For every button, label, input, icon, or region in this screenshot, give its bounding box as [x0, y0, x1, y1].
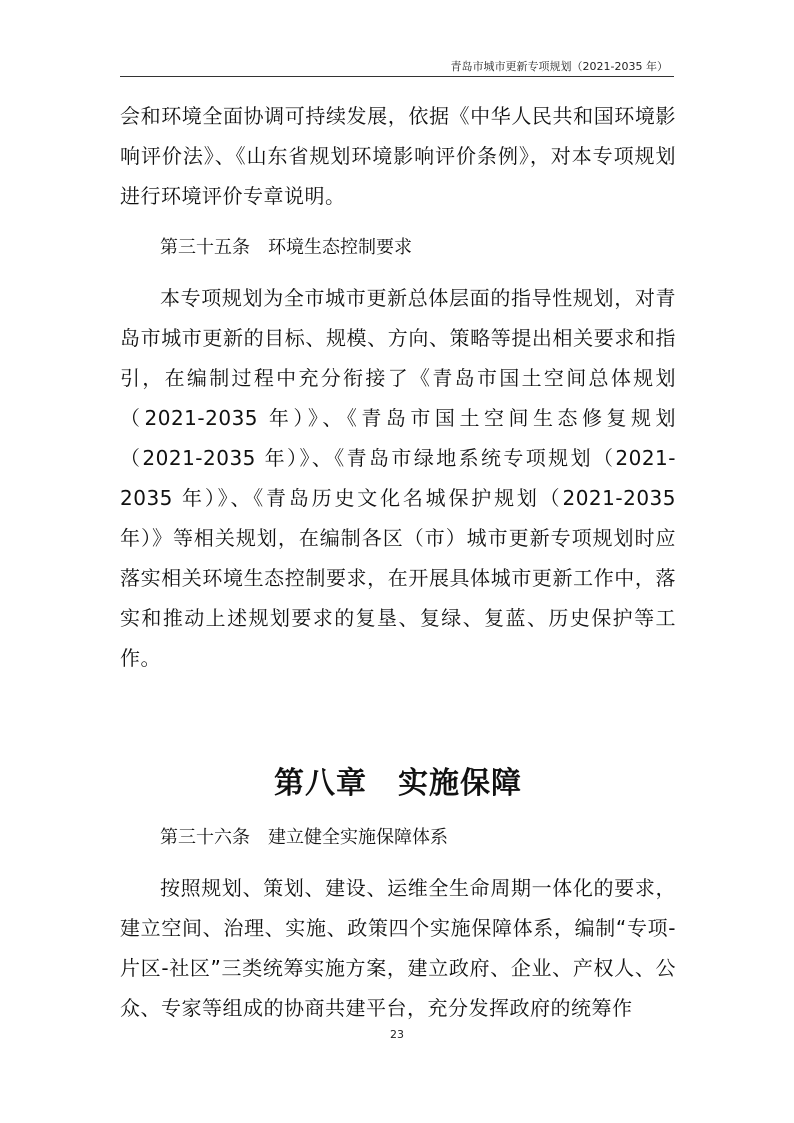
article-36-paragraph: 按照规划、策划、建设、运维全生命周期一体化的要求，建立空间、治理、实施、政策四个实施保障体系，编制“专项-片区-社区”三类统筹实施方案，建立政府、企业、产权人、公众、专家等组成的协商共建平台，充分发挥政府的统筹作: [120, 876, 676, 1020]
page-body: [120, 96, 676, 1028]
article-35-paragraph: 本专项规划为全市城市更新总体层面的指导性规划，对青岛市城市更新的目标、规模、方向、策略等提出相关要求和指引，在编制过程中充分衔接了《青岛市国土空间总体规划（2021-2035 年）》、《青岛市国土空间生态修复规划（2021-2035 年）》、《青岛市绿地系统专项规划（2021-2035 年）》、《青岛历史文化名城保护规划（2021-2035 年）》等相关规划，在编制各区（市）城市更新专项规划时应落实相关环境生态控制要求，在开展具体城市更新工作中，落实和推动上述规划要求的复垦、复绿、复蓝、历史保护等工作。: [120, 286, 676, 670]
header-title: 青岛市城市更新专项规划（2021-2035 年）: [450, 60, 668, 73]
article-36-heading: 第三十六条 建立健全实施保障体系: [160, 827, 448, 848]
chapter-title: 第八章 实施保障: [274, 766, 522, 801]
page-header: [120, 46, 674, 77]
article-35-heading: 第三十五条 环境生态控制要求: [160, 237, 412, 258]
paragraph-continued: 会和环境全面协调可持续发展，依据《中华人民共和国环境影响评价法》、《山东省规划环境影响评价条例》，对本专项规划进行环境评价专章说明。: [120, 104, 676, 208]
page-number: 23: [390, 1028, 404, 1041]
